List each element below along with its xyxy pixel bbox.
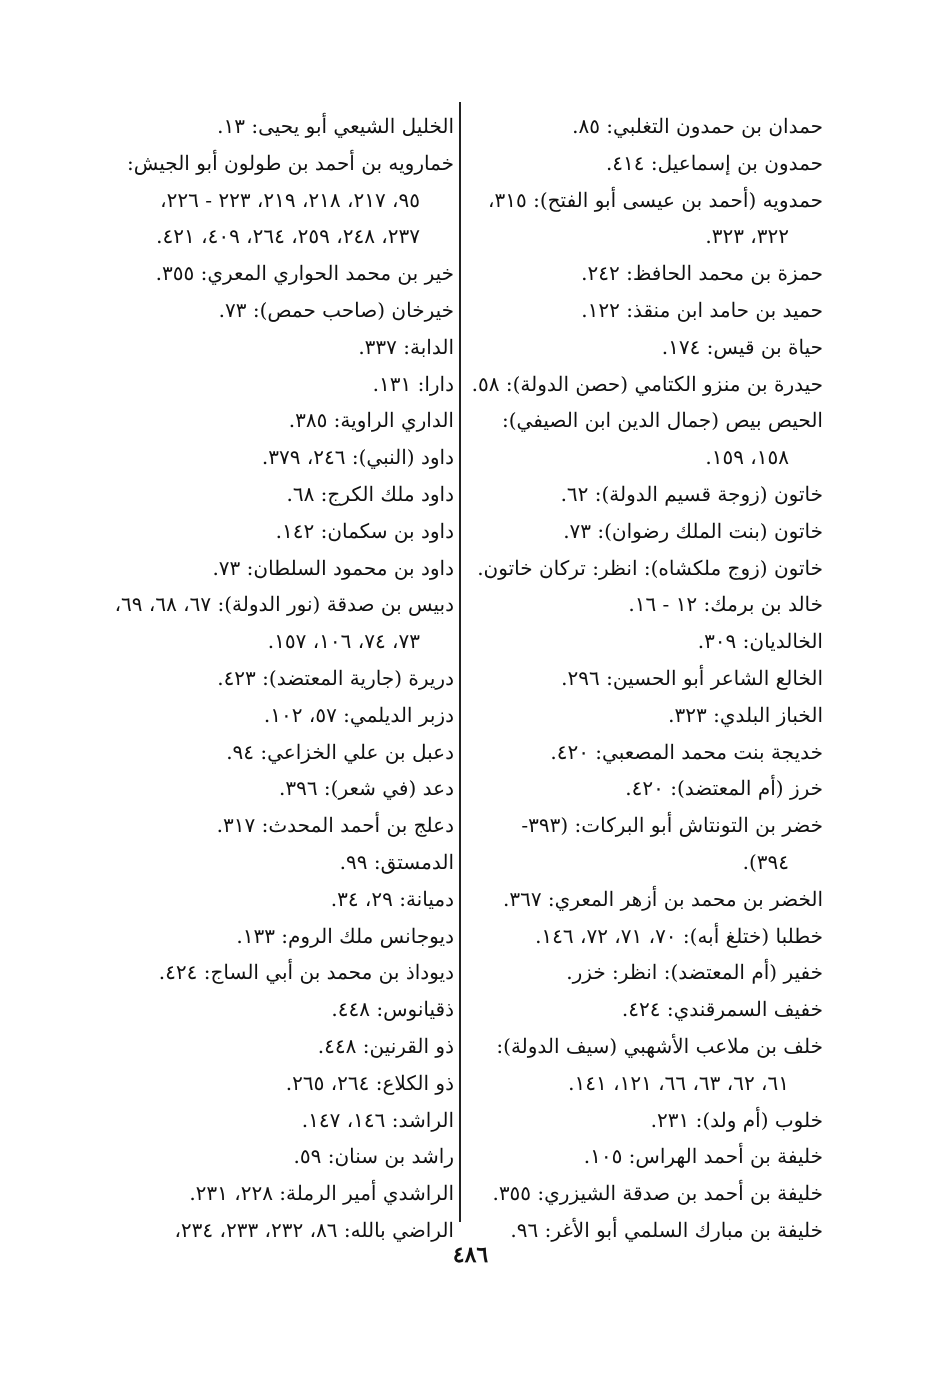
index-entry: حيدرة بن منزو الكتامي (حصن الدولة): ٥٨. xyxy=(471,371,823,396)
index-entry-continuation: ٦١، ٦٢، ٦٣، ٦٦، ١٢١، ١٤١. xyxy=(568,1070,789,1095)
index-entry: خليفة بن مبارك السلمي أبو الأغر: ٩٦. xyxy=(510,1217,823,1242)
index-entry: خاتون (زوج ملكشاه): انظر: تركان خاتون. xyxy=(477,555,823,580)
index-entry: الدابة: ٣٣٧. xyxy=(358,334,454,359)
index-entry: خليفة بن أحمد الهراس: ١٠٥. xyxy=(583,1144,823,1169)
index-entry-continuation: ١٥٨، ١٥٩. xyxy=(705,445,789,470)
index-entry: دارا: ١٣١. xyxy=(372,371,454,396)
index-entry-continuation: ٣٩٤). xyxy=(742,849,789,874)
index-entry-continuation: ٧٣، ٧٤، ١٠٦، ١٥٧. xyxy=(267,629,420,654)
index-entry: الحيص بيص (جمال الدين ابن الصيفي): xyxy=(502,408,823,433)
index-entry: حمدويه (أحمد بن عيسى أبو الفتح): ٣١٥، xyxy=(488,187,823,212)
index-entry: دعلج بن أحمد المحدث: ٣١٧. xyxy=(216,813,454,838)
index-entry-continuation: ٢٣٧، ٢٤٨، ٢٥٩، ٢٦٤، ٤٠٩، ٤٢١. xyxy=(156,224,420,249)
index-entry: دميانة: ٢٩، ٣٤. xyxy=(330,886,454,911)
index-entry: خرز (أم المعتضد): ٤٢٠. xyxy=(625,776,823,801)
index-entry: الخضر بن محمد بن أزهر المعري: ٣٦٧. xyxy=(502,886,823,911)
index-entry: دزبر الديلمي: ٥٧، ١٠٢. xyxy=(263,702,454,727)
index-entry: حمدون بن إسماعيل: ٤١٤. xyxy=(605,150,823,175)
index-entry: خطلبا (ختلغ أبه): ٧٠، ٧١، ٧٢، ١٤٦. xyxy=(535,923,823,948)
index-entry: الخليل الشيعي أبو يحيى: ١٣. xyxy=(217,114,454,138)
index-entry: دريرة (جارية المعتضد): ٤٢٣. xyxy=(217,665,454,690)
column-divider xyxy=(459,102,461,1222)
index-entry: دبيس بن صدقة (نور الدولة): ٦٧، ٦٨، ٦٩، xyxy=(114,592,454,617)
index-entry: خديجة بنت محمد المصعبي: ٤٢٠. xyxy=(550,739,823,764)
index-entry: الراشد: ١٤٦، ١٤٧. xyxy=(301,1107,454,1132)
index-entry: ذقيانوس: ٤٤٨. xyxy=(331,997,454,1022)
index-entry: داود بن محمود السلطان: ٧٣. xyxy=(212,555,454,580)
index-entry: خالد بن برمك: ١٢ - ١٦. xyxy=(628,592,823,617)
index-entry: الراضي بالله: ٨٦، ٢٣٢، ٢٣٣، ٢٣٤، xyxy=(174,1217,454,1242)
index-entry: خلوب (أم ولد): ٢٣١. xyxy=(650,1107,823,1132)
index-entry: الخالع الشاعر أبو الحسين: ٢٩٦. xyxy=(561,665,823,690)
index-entry: حمدان بن حمدون التغلبي: ٨٥. xyxy=(572,114,823,138)
index-entry: حياة بن قيس: ١٧٤. xyxy=(661,334,823,359)
index-entry: داود (النبي): ٢٤٦، ٣٧٩. xyxy=(261,445,454,470)
index-entry: خضر بن التونتاش أبو البركات: (٣٩٣- xyxy=(521,813,823,838)
index-entry: خمارويه بن أحمد بن طولون أبو الجيش: xyxy=(127,150,454,175)
index-entry: الراشدي أمير الرملة: ٢٢٨، ٢٣١. xyxy=(189,1181,454,1206)
index-entry: الخباز البلدي: ٣٢٣. xyxy=(668,702,823,727)
index-entry: ذو الكلاع: ٢٦٤، ٢٦٥. xyxy=(285,1070,454,1095)
index-entry: داود بن سكمان: ١٤٢. xyxy=(275,518,454,543)
index-entry-continuation: ٩٥، ٢١٧، ٢١٨، ٢١٩، ٢٢٣ - ٢٢٦، xyxy=(160,187,420,212)
index-entry: خاتون (بنت الملك رضوان): ٧٣. xyxy=(563,518,823,543)
page-number: ٤٨٦ xyxy=(452,1242,489,1268)
index-entry-continuation: ٣٢٢، ٣٢٣. xyxy=(705,224,789,249)
index-entry: خفيف السمرقندي: ٤٢٤. xyxy=(621,997,823,1022)
index-entry: خيرخان (صاحب حمص): ٧٣. xyxy=(218,297,454,322)
index-entry: دعد (في شعر): ٣٩٦. xyxy=(278,776,454,801)
index-entry: حمزة بن محمد الحافظ: ٢٤٢. xyxy=(581,261,823,286)
index-entry: حميد بن حامد ابن منقذ: ١٢٢. xyxy=(581,297,823,322)
index-entry: خير بن محمد الحواري المعري: ٣٥٥. xyxy=(155,261,454,286)
index-entry: ديوجانس ملك الروم: ١٣٣. xyxy=(236,923,454,948)
index-entry: راشد بن سنان: ٥٩. xyxy=(293,1144,454,1169)
index-entry: دعبل بن علي الخزاعي: ٩٤. xyxy=(226,739,454,764)
index-entry: خفير (أم المعتضد): انظر: خزر. xyxy=(566,960,823,985)
index-entry: ديوداذ بن محمد بن أبي الساج: ٤٢٤. xyxy=(158,960,454,985)
index-entry: الخالديان: ٣٠٩. xyxy=(697,629,823,654)
index-column-left xyxy=(54,108,454,1249)
index-entry: ذو القرنين: ٤٤٨. xyxy=(317,1033,454,1058)
index-entry: خليفة بن أحمد بن صدقة الشيزري: ٣٥٥. xyxy=(492,1181,823,1206)
index-entry: خلف بن ملاعب الأشهبي (سيف الدولة): xyxy=(496,1033,823,1058)
index-entry: الدمستق: ٩٩. xyxy=(339,849,454,874)
index-column-right xyxy=(467,108,823,1249)
index-entry: داود ملك الكرج: ٦٨. xyxy=(286,481,454,506)
index-entry: الداري الراوية: ٣٨٥. xyxy=(288,408,454,433)
index-entry: خاتون (زوجة قسيم الدولة): ٦٢. xyxy=(560,481,823,506)
